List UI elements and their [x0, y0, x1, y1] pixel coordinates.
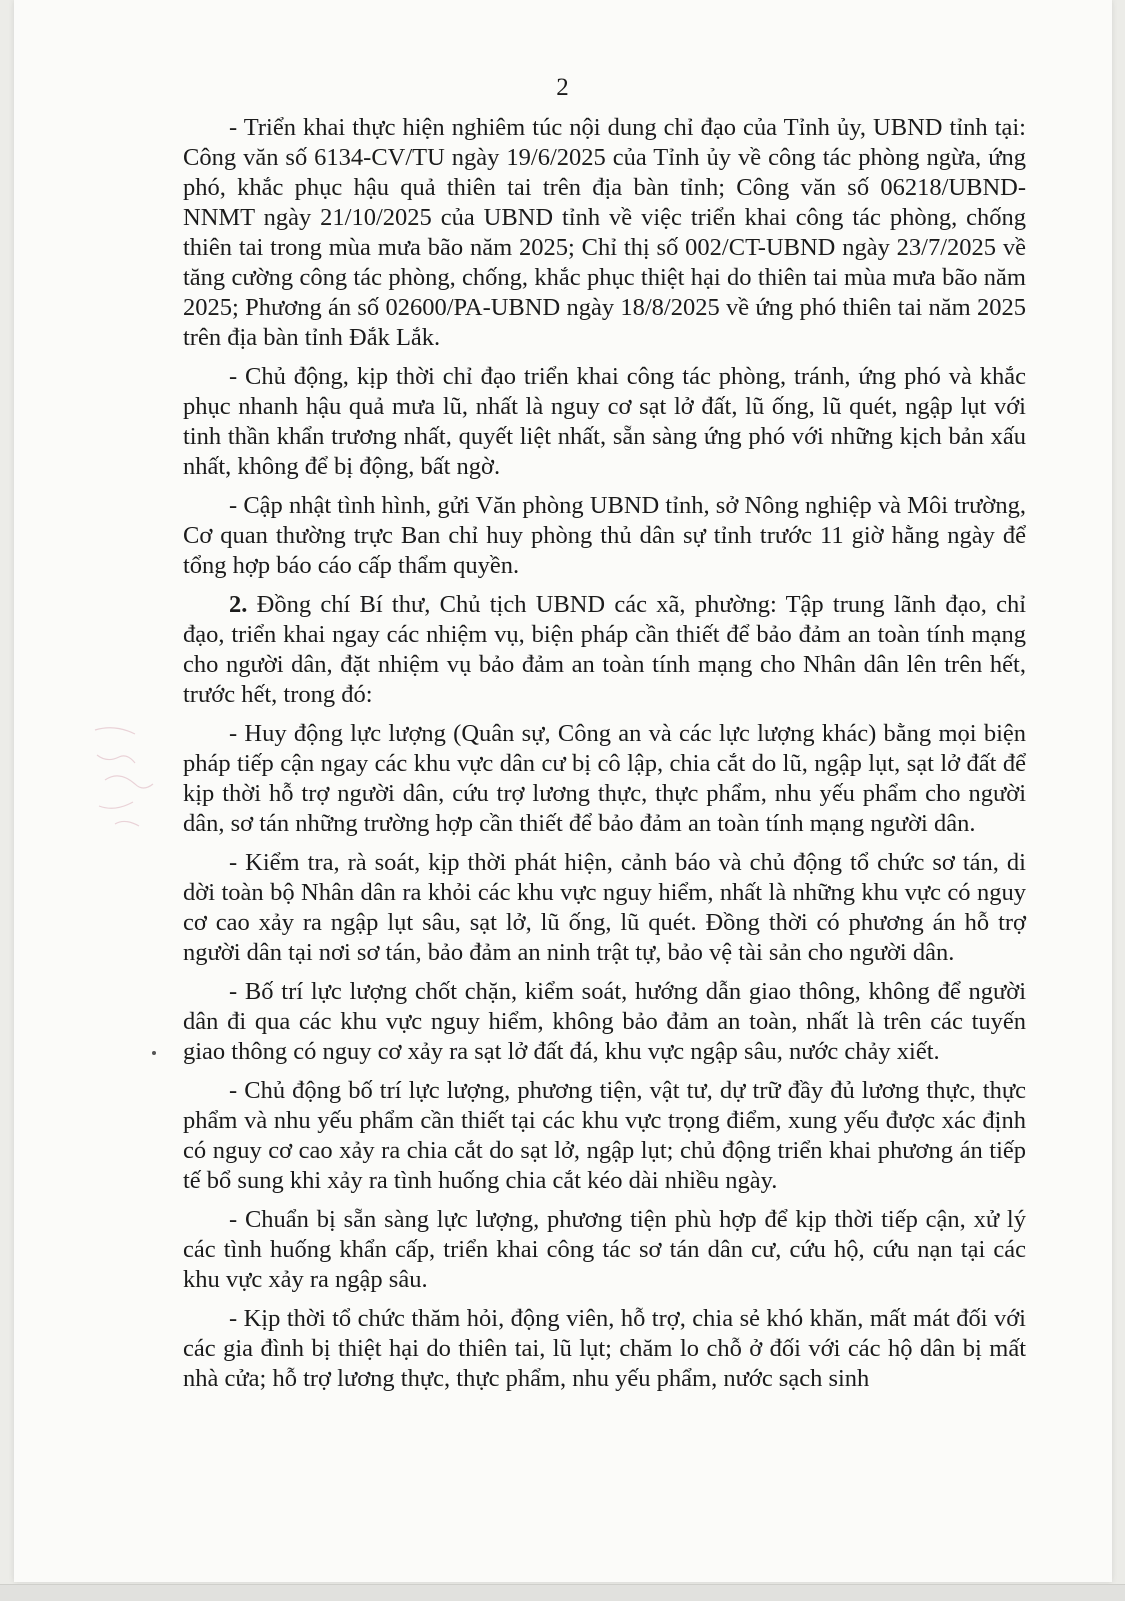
paragraph-inspect-evacuate: - Kiểm tra, rà soát, kịp thời phát hiện, cảnh báo và chủ động tổ chức sơ tán, di dời toàn bộ Nhân dân ra khỏi các khu vực nguy hiểm, nhất là những khu vực có nguy cơ cao xảy ra ngập lụt sâu, sạt lở, lũ ống, lũ quét. Đồng thời có phương án hỗ trợ người dân tại nơi sơ tán, bảo đảm an ninh trật tự, bảo vệ tài sản cho người dân.: [183, 849, 1026, 966]
paragraph-proactive-response: - Chủ động, kịp thời chỉ đạo triển khai công tác phòng, tránh, ứng phó và khắc phục nhanh hậu quả mưa lũ, nhất là nguy cơ sạt lở đất, lũ ống, lũ quét, ngập lụt với tinh thần khẩn trương nhất, quyết liệt nhất, sẵn sàng ứng phó với những kịch bản xấu nhất, không để bị động, bất ngờ.: [183, 363, 1026, 480]
paragraph-mobilize-forces: - Huy động lực lượng (Quân sự, Công an và các lực lượng khác) bằng mọi biện pháp tiếp cận ngay các khu vực dân cư bị cô lập, chia cắt do lũ, ngập lụt, sạt lở đất để kịp thời hỗ trợ người dân, cứu trợ lương thực, thực phẩm, nhu yếu phẩm cho người dân, sơ tán những trường hợp cần thiết để bảo đảm an toàn tính mạng người dân.: [183, 720, 1026, 837]
scan-bottom-edge: [0, 1584, 1125, 1601]
paragraph-status-update: - Cập nhật tình hình, gửi Văn phòng UBND tỉnh, sở Nông nghiệp và Môi trường, Cơ quan thường trực Ban chỉ huy phòng thủ dân sự tỉnh trước 11 giờ hằng ngày để tổng hợp báo cáo cấp thẩm quyền.: [183, 492, 1026, 579]
paragraph-traffic-control: - Bố trí lực lượng chốt chặn, kiểm soát, hướng dẫn giao thông, không để người dân đi qua các khu vực nguy hiểm, không bảo đảm an toàn, nhất là trên các tuyến giao thông có nguy cơ xảy ra sạt lở đất đá, khu vực ngập sâu, nước chảy xiết.: [183, 978, 1026, 1065]
page-number: 2: [556, 74, 569, 101]
section-number: 2.: [229, 591, 248, 618]
section-2-text: Đồng chí Bí thư, Chủ tịch UBND các xã, phường: Tập trung lãnh đạo, chỉ đạo, triển khai ngay các nhiệm vụ, biện pháp cần thiết để bảo đảm an toàn tính mạng cho người dân, đặt nhiệm vụ bảo đảm an toàn tính mạng cho Nhân dân lên trên hết, trước hết, trong đó:: [183, 591, 1026, 708]
paragraph-emergency-readiness: - Chuẩn bị sẵn sàng lực lượng, phương tiện phù hợp để kịp thời tiếp cận, xử lý các tình huống khẩn cấp, triển khai công tác sơ tán dân cư, cứu hộ, cứu nạn tại các khu vực xảy ra ngập sâu.: [183, 1206, 1026, 1293]
paragraph-section-2: [183, 590, 1026, 710]
paragraph-stockpile-supplies: - Chủ động bố trí lực lượng, phương tiện, vật tư, dự trữ đầy đủ lương thực, thực phẩm và nhu yếu phẩm cần thiết tại các khu vực trọng điểm, xung yếu được xác định có nguy cơ cao xảy ra chia cắt do sạt lở, ngập lụt; chủ động triển khai phương án tiếp tế bổ sung khi xảy ra tình huống chia cắt kéo dài nhiều ngày.: [183, 1077, 1026, 1194]
scan-speck: [152, 1051, 156, 1055]
paragraph-directive-implementation: - Triển khai thực hiện nghiêm túc nội dung chỉ đạo của Tỉnh ủy, UBND tỉnh tại: Công văn số 6134-CV/TU ngày 19/6/2025 của Tỉnh ủy về công tác phòng ngừa, ứng phó, khắc phục hậu quả thiên tai trên địa bàn tỉnh; Công văn số 06218/UBND-NNMT ngày 21/10/2025 của UBND tỉnh về việc triển khai công tác phòng, chống thiên tai trong mùa mưa bão năm 2025; Chỉ thị số 002/CT-UBND ngày 23/7/2025 về tăng cường công tác phòng, chống, khắc phục thiệt hại do thiên tai mùa mưa bão năm 2025; Phương án số 02600/PA-UBND ngày 18/8/2025 về ứng phó thiên tai năm 2025 trên địa bàn tỉnh Đắk Lắk.: [183, 114, 1026, 351]
paragraph-support-families: - Kịp thời tổ chức thăm hỏi, động viên, hỗ trợ, chia sẻ khó khăn, mất mát đối với các gia đình bị thiệt hại do thiên tai, lũ lụt; chăm lo chỗ ở đối với các hộ dân bị mất nhà cửa; hỗ trợ lương thực, thực phẩm, nhu yếu phẩm, nước sạch sinh: [183, 1305, 1026, 1392]
faded-stamp-mark: [85, 720, 175, 840]
document-body: [183, 113, 1026, 1403]
